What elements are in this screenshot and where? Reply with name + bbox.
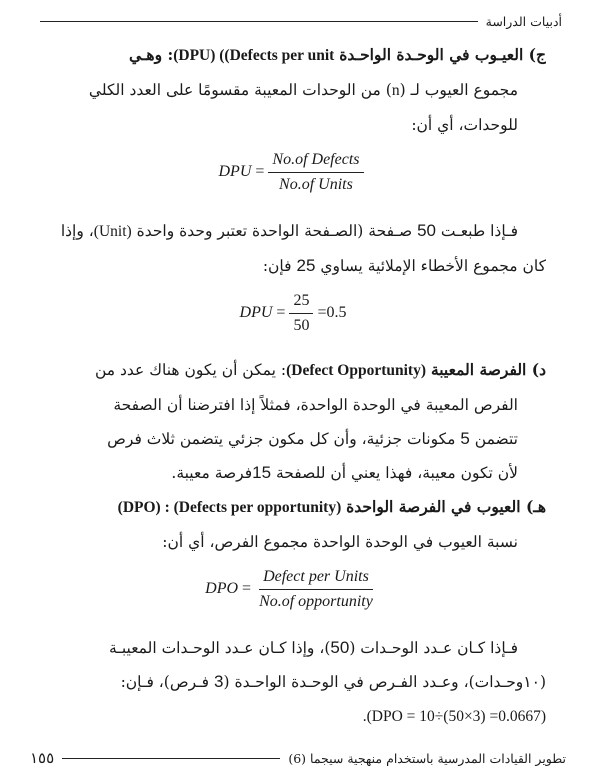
formula2-eq: = (276, 304, 286, 321)
ex1-num-25: 25 (296, 256, 316, 275)
ex1-text-a: فـإذا طبعـت (436, 222, 518, 240)
footer-book-title: تطوير القيادات المدرسية باستخدام منهجية سيجما (6) (288, 750, 566, 766)
formula2-denominator: 50 (293, 316, 310, 334)
sec-c-n-symbol: n (391, 82, 400, 99)
sec-h-heading: هـ) العيوب في الفرصة الواحدة (346, 497, 546, 516)
formula-dpo-numerator: Defect per Units (259, 567, 373, 590)
header-rule (40, 21, 478, 22)
formula-dpu (40, 144, 546, 200)
page-body (40, 38, 546, 734)
sec-d-line-3 (40, 422, 546, 456)
running-footer (30, 747, 566, 769)
sec-d-line-2: الفرص المعيبة في الوحدة الواحدة، فمثلاً إذا افترضنا أن الصفحة (113, 396, 518, 414)
ex1-line-1 (40, 214, 546, 249)
formula-dpo-lhs: DPO (205, 580, 239, 597)
sec-d-line-1 (40, 353, 546, 388)
ex1-text-c: ، وإذا (60, 222, 94, 240)
formula2-numerator: 25 (289, 291, 313, 314)
ex2-num-50: 50 (330, 638, 350, 657)
ex2-text-a: فـإذا كـان عـدد الوحـدات ( (349, 639, 518, 657)
sec-d-text-a: تتضمن (469, 430, 518, 448)
sec-c-line-2 (40, 73, 546, 108)
formula-dpo-fraction (255, 567, 377, 612)
sec-c-line-1 (40, 38, 546, 73)
ex1-num-50: 50 (417, 221, 436, 240)
ex1-text-e: فإن: (262, 257, 297, 275)
ex1-text-d: كان مجموع الأخطاء الإملائية يساوي (315, 257, 546, 275)
ex2-line-1 (40, 631, 546, 665)
sec-h-line-2: نسبة العيوب في الوحدة الواحدة مجموع الفرص، أي أن: (162, 533, 518, 551)
formula-dpo-eq: = (242, 580, 252, 597)
sec-c-text-a: مجموع العيوب لـ ( (399, 81, 518, 99)
sec-c-text-b: ) من الوحدات المعيبة مقسومًا على العدد الكلي (88, 81, 392, 99)
ex2-text-c: (١٠وحـدات)، وعـدد الفـرص في الوحـدة الواحـدة ( (223, 673, 546, 691)
formula-dpo-denominator: No.of opportunity (259, 592, 373, 610)
ex2-dpo-calc: .(DPO = 10÷(50×3) =0.0667) (362, 708, 546, 725)
formula-dpu-lhs: DPU (218, 163, 252, 180)
footer-rule (62, 758, 280, 759)
formula-dpu-denominator: No.of Units (279, 175, 353, 193)
ex1-line-2 (40, 249, 546, 283)
ex1-text-b: صـفحة (الصـفحة الواحدة تعتبر وحدة واحدة (131, 222, 418, 240)
sec-d-num-15: 15 (252, 463, 272, 482)
formula2-fraction (289, 291, 313, 336)
sec-c-line-3: للوحدات، أي أن: (411, 116, 518, 134)
ex2-text-b: )، وإذا كـان عـدد الوحـدات المعيبـة (108, 639, 331, 657)
running-header (40, 10, 562, 32)
sec-d-num-5: 5 (460, 429, 470, 448)
sec-h-heading-en: (DPO) : (Defects per opportunity) (117, 499, 342, 516)
sec-d-text-d: فرصة معيبة. (171, 464, 253, 482)
sec-d-heading-tail: : يمكن أن يكون هناك عدد من (94, 361, 287, 379)
sec-c-heading: ج) العيـوب في الوحـدة الواحـدة (339, 45, 546, 64)
formula2-lhs: DPU (239, 304, 273, 321)
sec-d-text-c: لأن تكون معيبة، فهذا يعني أن للصفحة (271, 464, 518, 482)
sec-d-line-4 (40, 456, 546, 490)
sec-c-heading-tail: : وهـي (128, 45, 174, 64)
sec-c-heading-en: (DPU) ((Defects per unit (173, 47, 335, 64)
header-title: أدبيات الدراسة (485, 13, 562, 29)
ex2-text-d: فـرص)، فـإن: (120, 673, 215, 691)
formula-dpu-eq: = (255, 163, 265, 180)
formula2-result: =0.5 (317, 304, 347, 321)
sec-d-heading: د) الفرصة المعيبة (430, 360, 546, 379)
page-number: ١٥٥ (30, 749, 55, 767)
formula-dpu-fraction (268, 150, 363, 195)
sec-d-heading-en: (Defect Opportunity) (286, 362, 426, 379)
ex2-line-2 (40, 665, 546, 699)
ex2-num-3: 3 (214, 672, 224, 691)
sec-d-text-b: مكونات جزئية، وأن كل مكون جزئي يتضمن ثلاث فرص (107, 430, 461, 448)
ex2-line-3 (40, 699, 546, 734)
formula-dpu-example (40, 285, 546, 341)
formula-dpu-numerator: No.of Defects (268, 150, 363, 173)
formula-dpo (40, 561, 546, 617)
ex1-unit-en: (Unit) (93, 223, 132, 240)
sec-h-line-1 (40, 490, 546, 525)
